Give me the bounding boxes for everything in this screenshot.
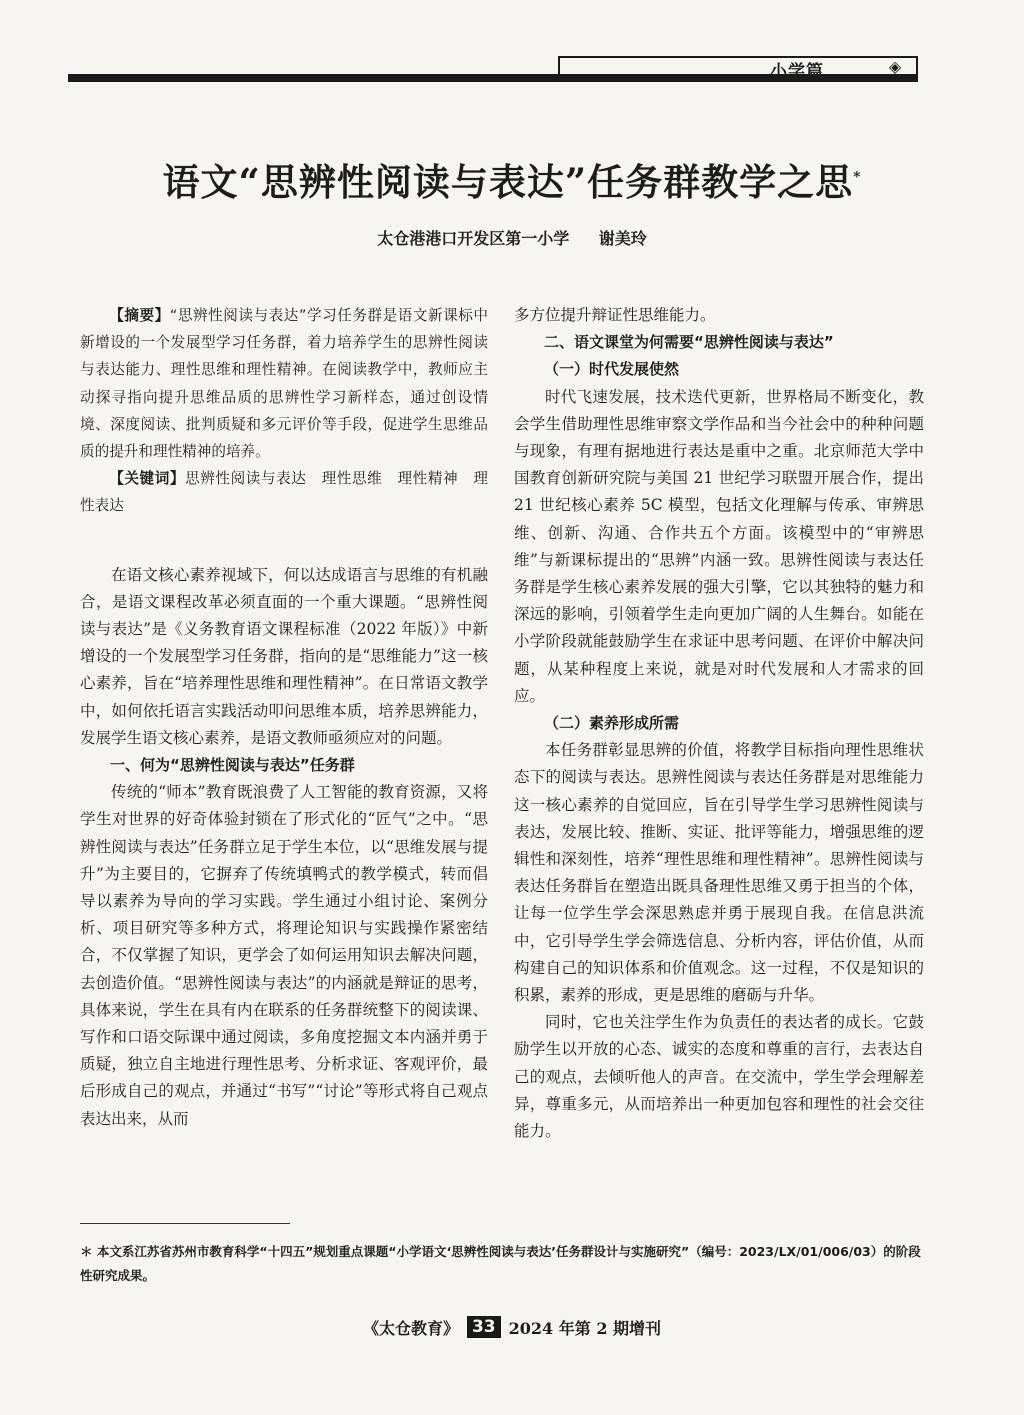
- article-title: [0, 152, 1024, 206]
- section-heading-2: 二、语文课堂为何需要“思辨性阅读与表达”: [544, 333, 834, 352]
- page-number: 33: [467, 1316, 501, 1338]
- abstract-text: “思辨性阅读与表达”学习任务群是语文新课标中新增设的一个发展型学习任务群，着力培养学生的思辨性阅读与表达能力、理性思维和理性精神。在阅读教学中，教师应主动探寻指向提升思维品质的思辨性学习新样态，通过创设情境、深度阅读、批判质疑和多元评价等手段，促进学生思维品质的提升和理性精神的培养。: [80, 307, 488, 461]
- left-column: [80, 302, 488, 1133]
- journal-name: 《太仓教育》: [362, 1318, 459, 1338]
- diamond-arrow-icon: ◈: [888, 57, 902, 76]
- title-footnote-mark: *: [853, 169, 862, 186]
- subsection-2-paragraph-2: 同时，它也关注学生作为负责任的表达者的成长。它鼓励学生以开放的心态、诚实的态度和尊重的言行，去表达自己的观点，去倾听他人的声音。在交流中，学生学会理解差异，尊重多元，从而培养出一种更加包容和理性的社会交往能力。: [514, 1013, 924, 1141]
- right-column: [514, 302, 924, 1145]
- keywords-label: 【关键词】: [109, 470, 186, 488]
- subsection-1-paragraph: 时代飞速发展，技术迭代更新，世界格局不断变化，教会学生借助理性思维审察文学作品和当今社会中的种种问题与现象，有理有据地进行表达是重中之重。北京师范大学中国教育创新研究院与美国 21 世纪学习联盟开展合作，提出 21 世纪核心素养 5C 模型，包括文化理解与传承、审辨思维、创新、沟通、合作共五个方面。该模型中的“审辨思维”与新课标提出的“思辨”内涵一致。思辨性阅读与表达任务群是学生核心素养发展的强大引擎，它以其独特的魅力和深远的影响，引领着学生走向更加广阔的人生舞台。如能在小学阶段就能鼓励学生在求证中思考问题、在评价中解决问题，从某种程度上来说，就是对时代发展和人才需求的回应。: [514, 387, 924, 705]
- subsection-heading-1: （一）时代发展使然: [544, 360, 680, 379]
- footnote-rule: [80, 1223, 290, 1224]
- section-label: 小学篇: [770, 62, 824, 82]
- affiliation: 太仓港港口开发区第一小学: [377, 229, 570, 248]
- keywords-text: 思辨性阅读与表达 理性思维 理性精神 理性表达: [80, 470, 488, 515]
- abstract: [80, 302, 488, 465]
- section-1-paragraph: 传统的“师本”教育既浪费了人工智能的教育资源，又将学生对世界的好奇体验封锁在了形式化的“匠气”之中。“思辨性阅读与表达”任务群立足于学生本位，以“思维发展与提升”为主要目的，它摒弃了传统填鸭式的教学模式，转而倡导以素养为导向的学习实践。学生通过小组讨论、案例分析、项目研究等多种方式，将理论知识与实践操作紧密结合，不仅掌握了知识，更学会了如何运用知识去解决问题，去创造价值。“思辨性阅读与表达”的内涵就是辩证的思考，具体来说，学生在具有内在联系的任务群统整下的阅读课、写作和口语交际课中通过阅读，多角度挖掘文本内涵并勇于质疑，独立自主地进行理性思考、分析求证、客观评价，最后形成自己的观点，并通过“书写”“讨论”等形式将自己观点表达出来，从而: [80, 783, 488, 1128]
- subsection-heading-2: （二）素养形成所需: [544, 714, 680, 733]
- keywords: [80, 465, 488, 519]
- section-heading-1: 一、何为“思辨性阅读与表达”任务群: [110, 756, 355, 775]
- issue-info: 2024 年第 2 期增刊: [508, 1318, 662, 1338]
- subsection-2-paragraph: 本任务群彰显思辨的价值，将教学目标指向理性思维状态下的阅读与表达。思辨性阅读与表达任务群是对思维能力这一核心素养的自觉回应，旨在引导学生学习思辨性阅读与表达，发展比较、推断、实证、批评等能力，增强思维的逻辑性和深刻性，培养“理性思维和理性精神”。思辨性阅读与表达任务群旨在塑造出既具备理性思维又勇于担当的个体，让每一位学生学会深思熟虑并勇于展现自我。在信息洪流中，它引导学生学会筛选信息、分析内容，评估价值，从而构建自己的知识体系和价值观念。这一过程，不仅是知识的积累，素养的形成，更是思维的磨砺与升华。: [514, 741, 924, 1005]
- spacer: [80, 520, 488, 562]
- title-text: 语文“思辨性阅读与表达”任务群教学之思: [162, 160, 854, 204]
- footnote: ＊ 本文系江苏省苏州市教育科学“十四五”规划重点课题“小学语文‘思辨性阅读与表达’任务群设计与实施研究”（编号：2023/LX/01/006/03）的阶段性研究成果。: [80, 1244, 921, 1283]
- abstract-label: 【摘要】: [109, 307, 170, 324]
- intro-paragraph: 在语文核心素养视域下，何以达成语言与思维的有机融合，是语文课程改革必须直面的一个重大课题。“思辨性阅读与表达”是《义务教育语文课程标准（2022 年版）》中新增设的一个发展型学习任务群，指向的是“思维能力”这一核心素养，旨在“培养理性思维和理性精神”。在日常语文教学中，如何依托语言实践活动叩问思维本质，培养思辨能力，发展学生语文核心素养，是语文教师亟须应对的问题。: [80, 565, 488, 747]
- author: 谢美玲: [598, 229, 647, 248]
- page-footer: [0, 1312, 1024, 1342]
- byline: [0, 226, 1024, 249]
- continued-paragraph: 多方位提升辩证性思维能力。: [514, 306, 716, 324]
